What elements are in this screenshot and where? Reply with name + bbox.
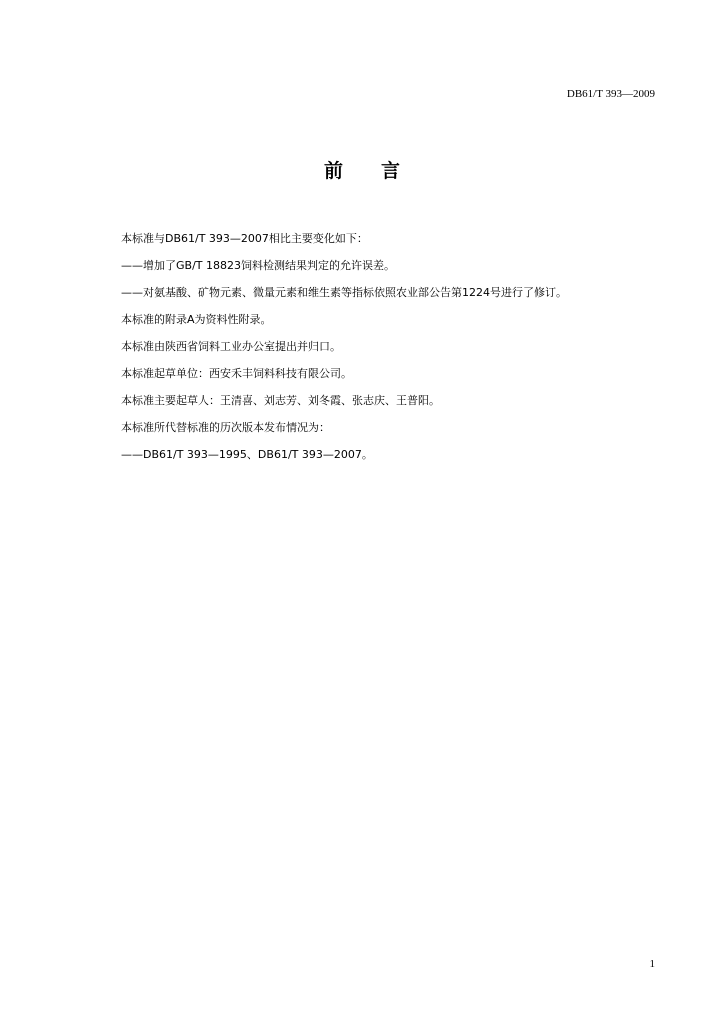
foreword-line-history-intro: 本标准所代替标准的历次版本发布情况为： xyxy=(121,421,330,434)
foreword-line-change-1: ——增加了GB/T 18823饲料检测结果判定的允许误差。 xyxy=(121,259,395,272)
foreword-line-drafters: 本标准主要起草人：王清喜、刘志芳、刘冬霞、张志庆、王普阳。 xyxy=(121,394,440,407)
foreword-line-appendix: 本标准的附录A为资料性附录。 xyxy=(121,313,272,326)
standard-code-header: DB61/T 393—2009 xyxy=(566,88,655,100)
foreword-line-drafting-unit: 本标准起草单位：西安禾丰饲料科技有限公司。 xyxy=(121,367,352,380)
page-number: 1 xyxy=(649,958,655,970)
foreword-line-changes-intro: 本标准与DB61/T 393—2007相比主要变化如下： xyxy=(121,232,368,245)
foreword-title xyxy=(0,156,724,183)
title-char-2: 言 xyxy=(381,160,401,182)
title-char-1: 前 xyxy=(323,160,343,182)
foreword-line-proposer: 本标准由陕西省饲料工业办公室提出并归口。 xyxy=(121,340,341,353)
foreword-line-history-versions: ——DB61/T 393—1995、DB61/T 393—2007。 xyxy=(121,448,373,461)
foreword-line-change-2: ——对氨基酸、矿物元素、微量元素和维生素等指标依照农业部公告第1224号进行了修订。 xyxy=(121,286,567,299)
foreword-body xyxy=(121,232,664,475)
